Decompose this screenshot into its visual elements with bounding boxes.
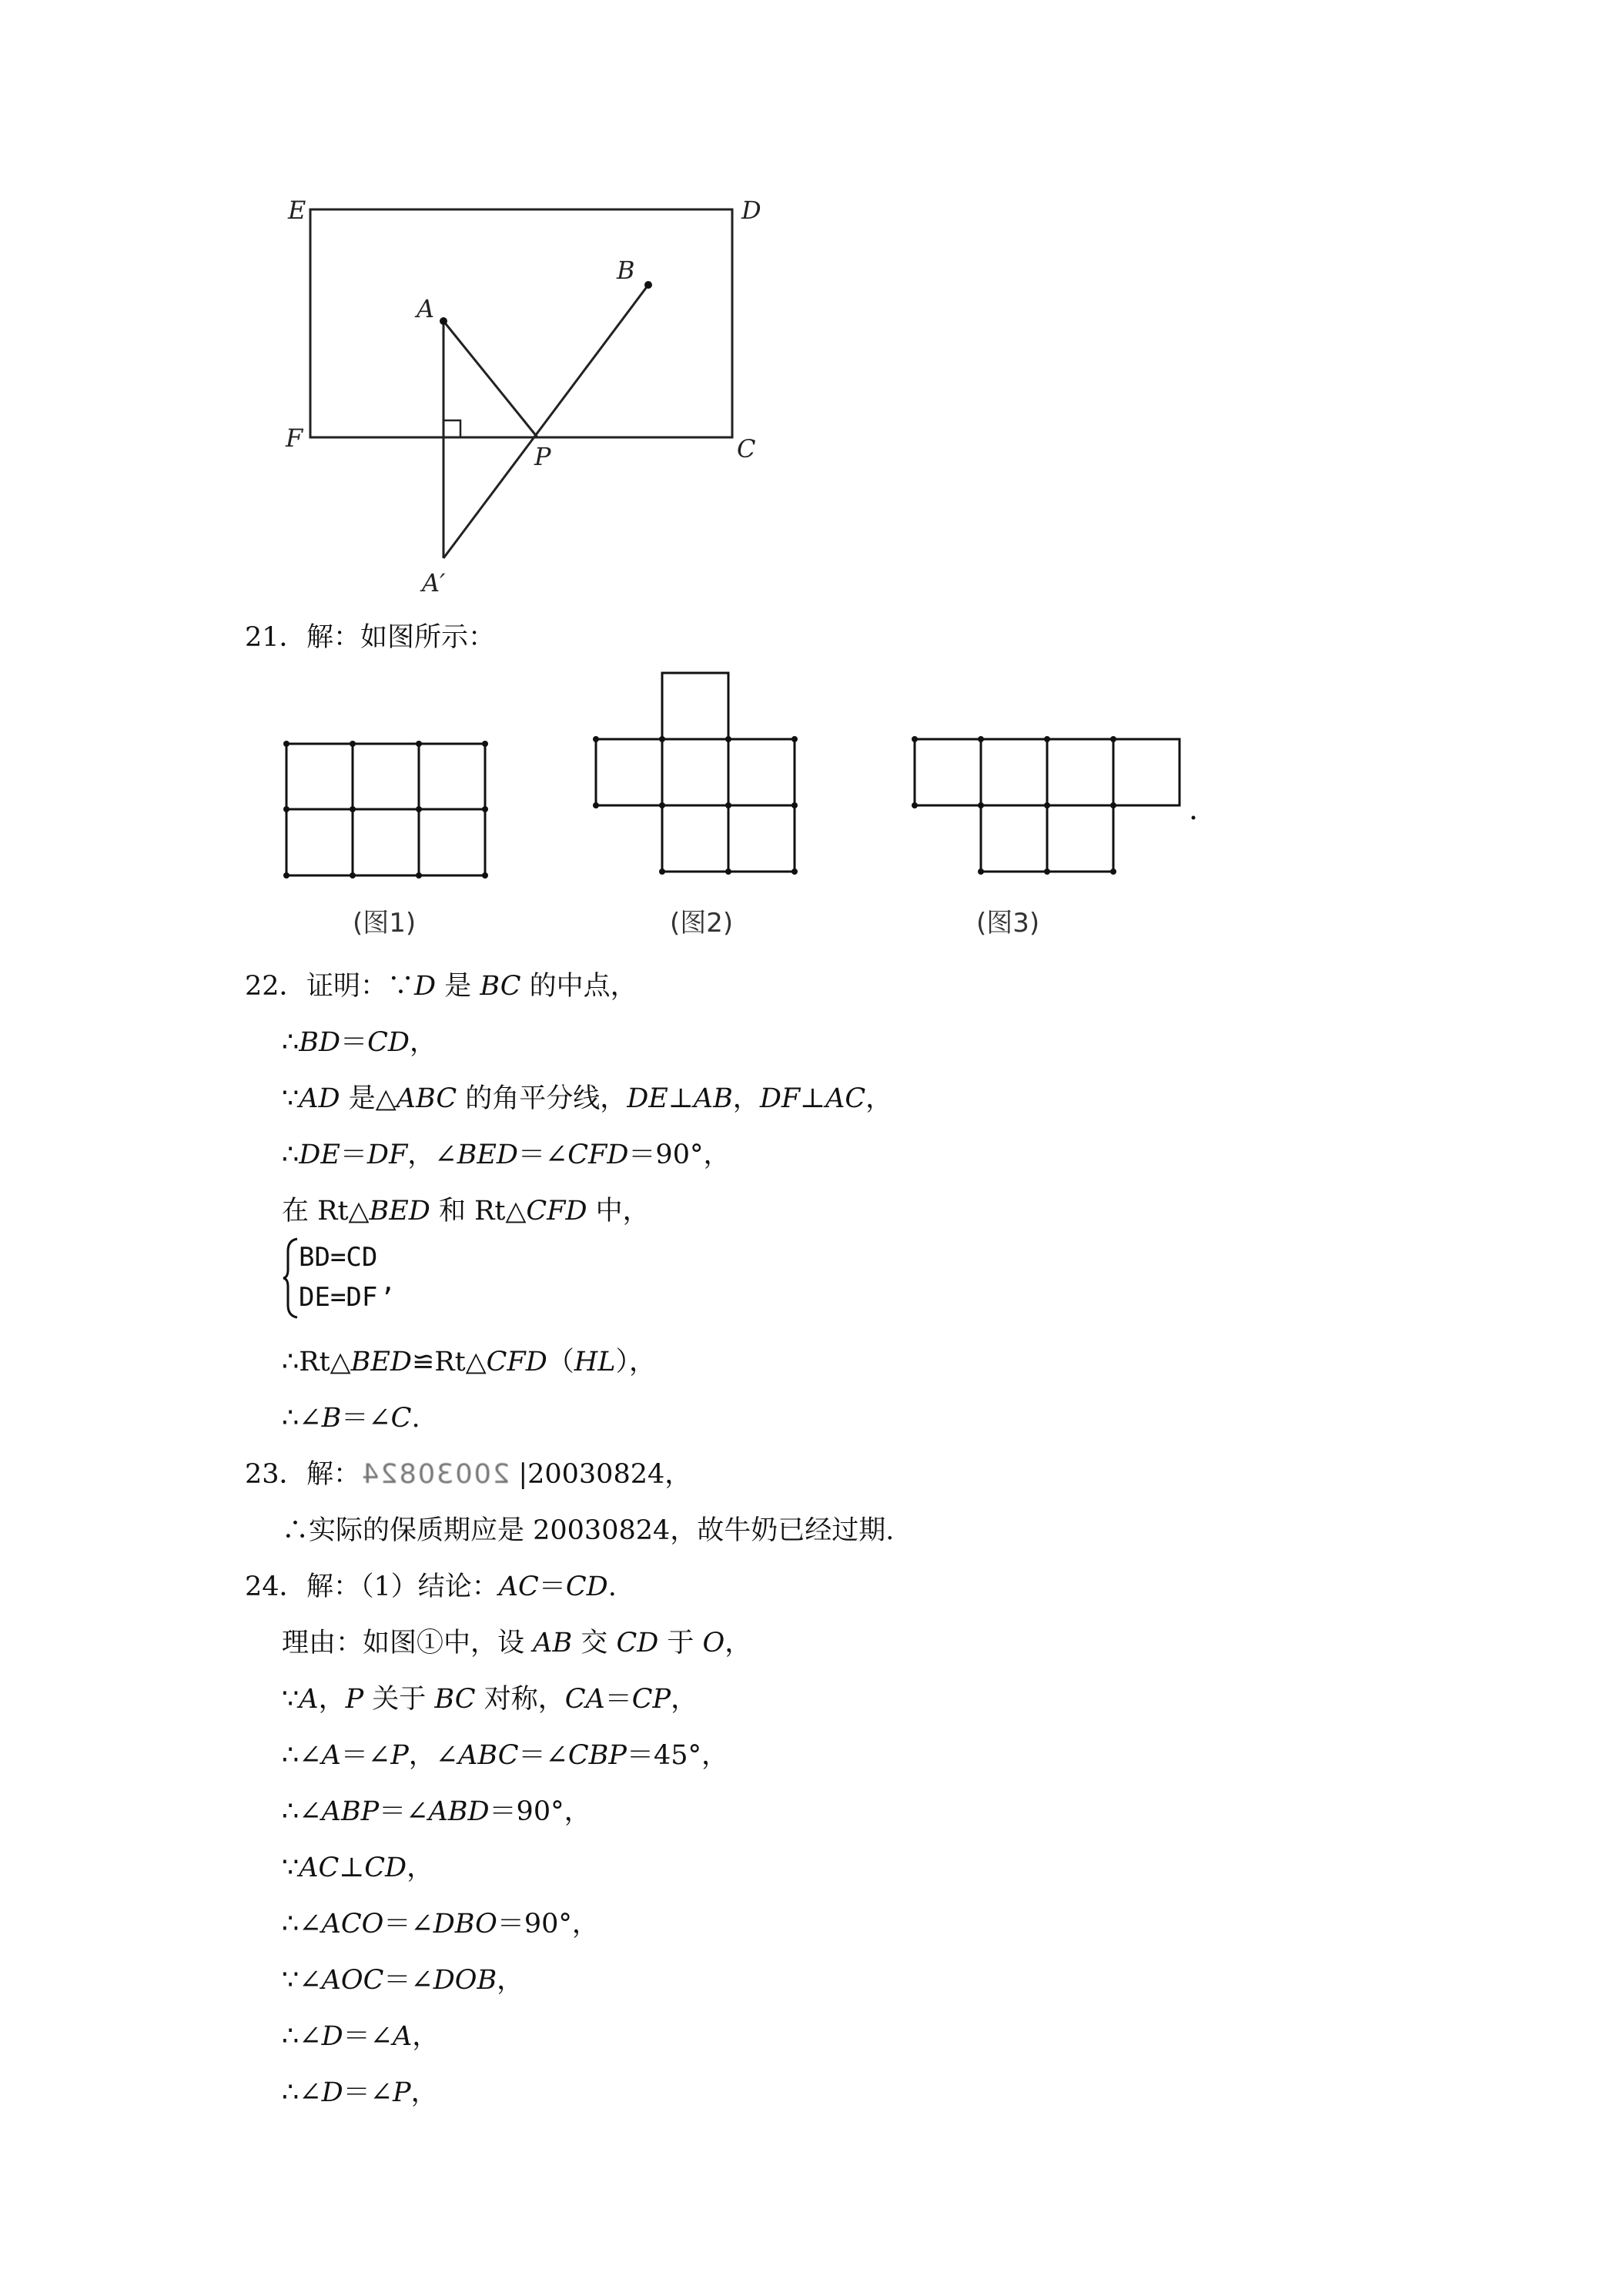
label-b: B — [617, 256, 635, 285]
point-b — [644, 281, 652, 289]
q24-line-4: ∴∠A＝∠P，∠ABC＝∠CBP＝45°， — [282, 1740, 728, 1771]
net-dots — [283, 736, 1196, 879]
q24-line-10: ∴∠D＝∠P， — [282, 2077, 438, 2108]
q24-line-5: ∴∠ABP＝∠ABD＝90°， — [282, 1796, 591, 1827]
net-figure-1 — [286, 744, 485, 875]
label-c: C — [737, 434, 756, 464]
caption-figure-3: (图3) — [976, 908, 1040, 939]
q23-line-2: ∴实际的保质期应是 20030824，故牛奶已经过期. — [282, 1515, 895, 1546]
q22-line-5: 在 Rt△BED 和 Rt△CFD 中， — [282, 1196, 650, 1227]
label-e: E — [288, 196, 306, 225]
figure-rectangle-reflection — [277, 185, 816, 601]
segment-a-prime-b — [443, 285, 648, 558]
q22-line-7: ∴∠B＝∠C. — [282, 1403, 420, 1434]
label-a: A — [417, 294, 435, 323]
q22-number: 22． — [245, 971, 306, 1002]
caption-figure-2: (图2) — [670, 908, 734, 939]
q24-line-3: ∵A，P 关于 BC 对称，CA＝CP， — [282, 1684, 698, 1715]
q22-line-6: ∴Rt△BED≌Rt△CFD（HL）， — [282, 1347, 657, 1377]
label-p: P — [534, 442, 551, 471]
q23-number: 23． — [245, 1459, 306, 1490]
q24-line-6: ∵AC⊥CD， — [282, 1853, 434, 1883]
label-d: D — [741, 196, 761, 225]
rectangle-edfc — [310, 209, 732, 437]
q21-number: 21． — [245, 622, 306, 653]
figure-cube-nets — [269, 664, 1201, 955]
q23-line-1: 解：20030824 |20030824， — [306, 1459, 692, 1490]
q24-number: 24． — [245, 1571, 306, 1602]
q24-line-9: ∴∠D＝∠A， — [282, 2021, 440, 2052]
q22-line-1: 证明：∵D 是 BC 的中点， — [306, 971, 637, 1002]
q21-text: 解：如图所示： — [306, 622, 496, 653]
point-a — [440, 317, 447, 325]
equation-system — [282, 1236, 420, 1320]
mirrored-date-image: 20030824 — [360, 1459, 510, 1490]
brace-symbol — [282, 1236, 300, 1320]
q22-line-2: ∴BD＝CD， — [282, 1027, 437, 1058]
equation-comma: , — [380, 1267, 397, 1297]
caption-figure-1: (图1) — [353, 908, 417, 939]
right-angle-mark — [443, 420, 460, 437]
q24-line-8: ∵∠AOC＝∠DOB， — [282, 1965, 524, 1996]
q24-line-1: 解：（1）结论：AC＝CD. — [306, 1571, 617, 1602]
q22-line-3: ∵AD 是△ABC 的角平分线，DE⊥AB，DF⊥AC， — [282, 1083, 893, 1114]
q24-line-7: ∴∠ACO＝∠DBO＝90°， — [282, 1909, 599, 1940]
equation-row-1: BD=CD — [299, 1242, 378, 1273]
label-f: F — [286, 423, 303, 453]
net-figure-2 — [596, 673, 795, 872]
equation-row-2: DE=DF — [299, 1282, 378, 1313]
circled-number-1: ① — [417, 1628, 444, 1658]
q24-line-2: 理由：如图①中，设 AB 交 CD 于 O， — [282, 1628, 752, 1658]
q22-line-4: ∴DE＝DF，∠BED＝∠CFD＝90°， — [282, 1140, 731, 1170]
label-a-prime: A′ — [422, 568, 446, 597]
